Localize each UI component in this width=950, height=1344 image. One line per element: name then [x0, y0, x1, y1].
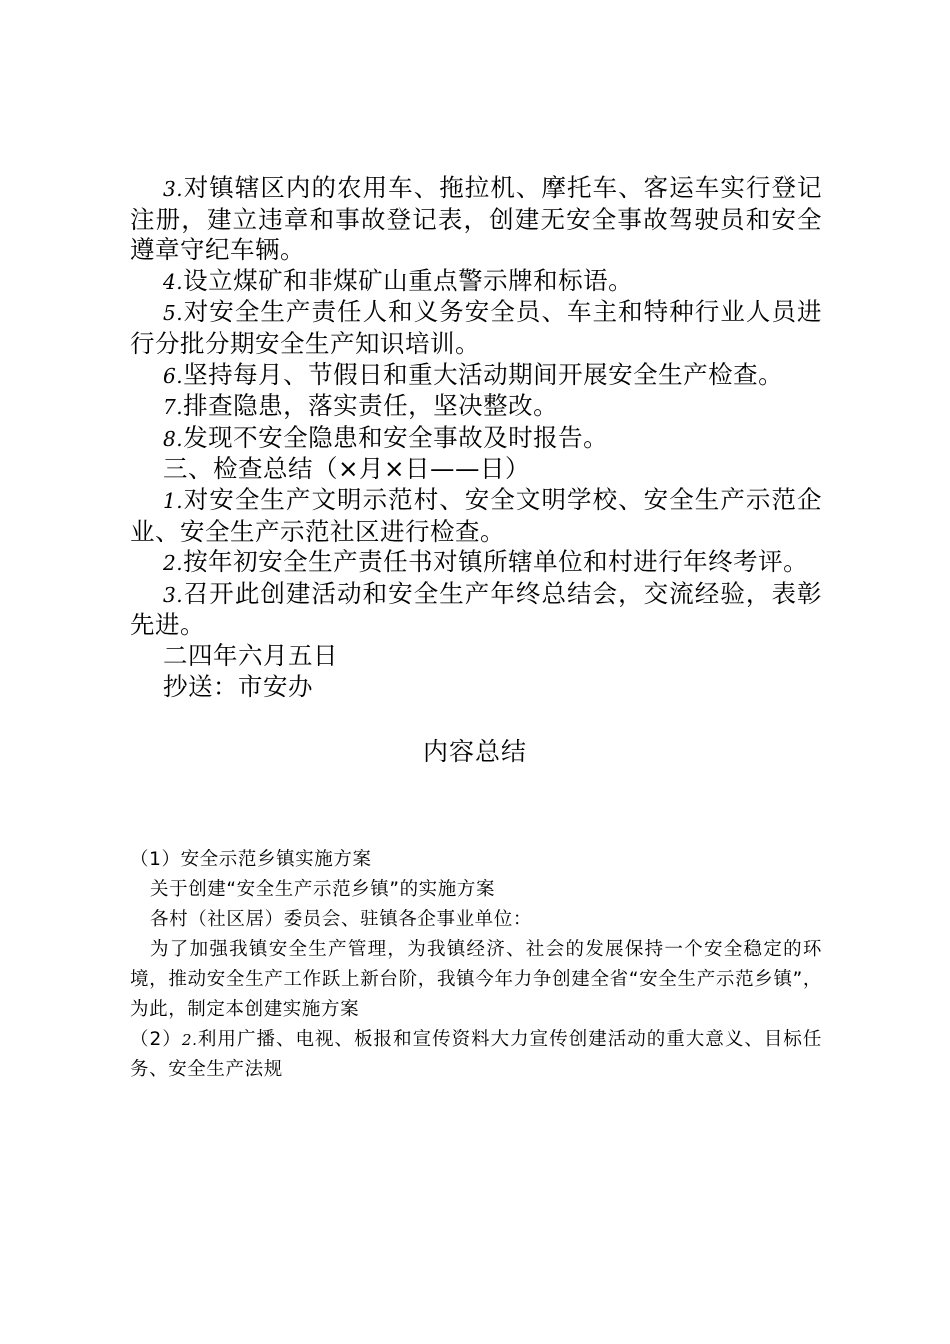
summary-paragraph [130, 1025, 822, 1085]
summary-paragraph: 为了加强我镇安全生产管理，为我镇经济、社会的发展保持一个安全稳定的环境，推动安全生产工作跃上新台阶，我镇今年力争创建全省“安全生产示范乡镇”，为此，制定本创建实施方案 [130, 939, 822, 1020]
list-item [130, 423, 822, 455]
summary-title: 内容总结 [422, 737, 527, 766]
list-item [130, 579, 822, 641]
item-text: 对安全生产文明示范村、安全文明学校、安全生产示范企业、安全生产示范社区进行检查。 [130, 484, 822, 546]
item-number: 4. [163, 269, 184, 294]
item-text: 对安全生产责任人和义务安全员、车主和特种行业人员进行分批分期安全生产知识培训。 [130, 297, 822, 358]
list-item [130, 266, 822, 298]
item-text: 排查隐患，落实责任，坚决整改。 [183, 391, 559, 421]
item-text: 发现不安全隐患和安全事故及时报告。 [183, 422, 609, 452]
item-text: 召开此创建活动和安全生产年终总结会，交流经验，表彰先进。 [130, 578, 822, 640]
list-item [130, 485, 822, 547]
summary-paragraph: 各村（社区居）委员会、驻镇各企事业单位： [150, 909, 533, 930]
summary-paragraph: （1）安全示范乡镇实施方案 [130, 849, 372, 870]
list-item [130, 297, 822, 359]
item-number: 5. [163, 301, 184, 326]
item-number: 1. [163, 488, 184, 513]
item-number: 8. [163, 426, 184, 451]
plan-body [130, 173, 822, 702]
document-date: 二四年六月五日 [163, 640, 338, 670]
summary-body [130, 845, 822, 1085]
list-item [130, 391, 822, 423]
item-number: 2. [181, 1031, 198, 1049]
summary-prefix: （2） [130, 1029, 182, 1050]
carbon-copy: 抄送：市安办 [163, 671, 313, 701]
item-number: 3. [163, 582, 184, 607]
item-text: 按年初安全生产责任书对镇所辖单位和村进行年终考评。 [183, 547, 809, 577]
item-number: 2. [163, 551, 184, 576]
section-heading: 三、检查总结（×月×日——日） [163, 454, 531, 484]
item-text: 设立煤矿和非煤矿山重点警示牌和标语。 [183, 265, 634, 295]
list-item [130, 173, 822, 266]
list-item [130, 547, 822, 579]
summary-paragraph: 关于创建“安全生产示范乡镇”的实施方案 [150, 879, 496, 900]
item-number: 7. [163, 395, 184, 420]
item-number: 3. [163, 177, 184, 201]
item-number: 6. [163, 363, 184, 388]
item-text: 坚持每月、节假日和重大活动期间开展安全生产检查。 [183, 359, 784, 389]
summary-text: 利用广播、电视、板报和宣传资料大力宣传创建活动的重大意义、目标任务、安全生产法规 [130, 1029, 823, 1080]
item-text: 对镇辖区内的农用车、拖拉机、摩托车、客运车实行登记注册，建立违章和事故登记表，创建无安全事故驾驶员和安全遵章守纪车辆。 [130, 173, 822, 265]
list-item [130, 360, 822, 392]
